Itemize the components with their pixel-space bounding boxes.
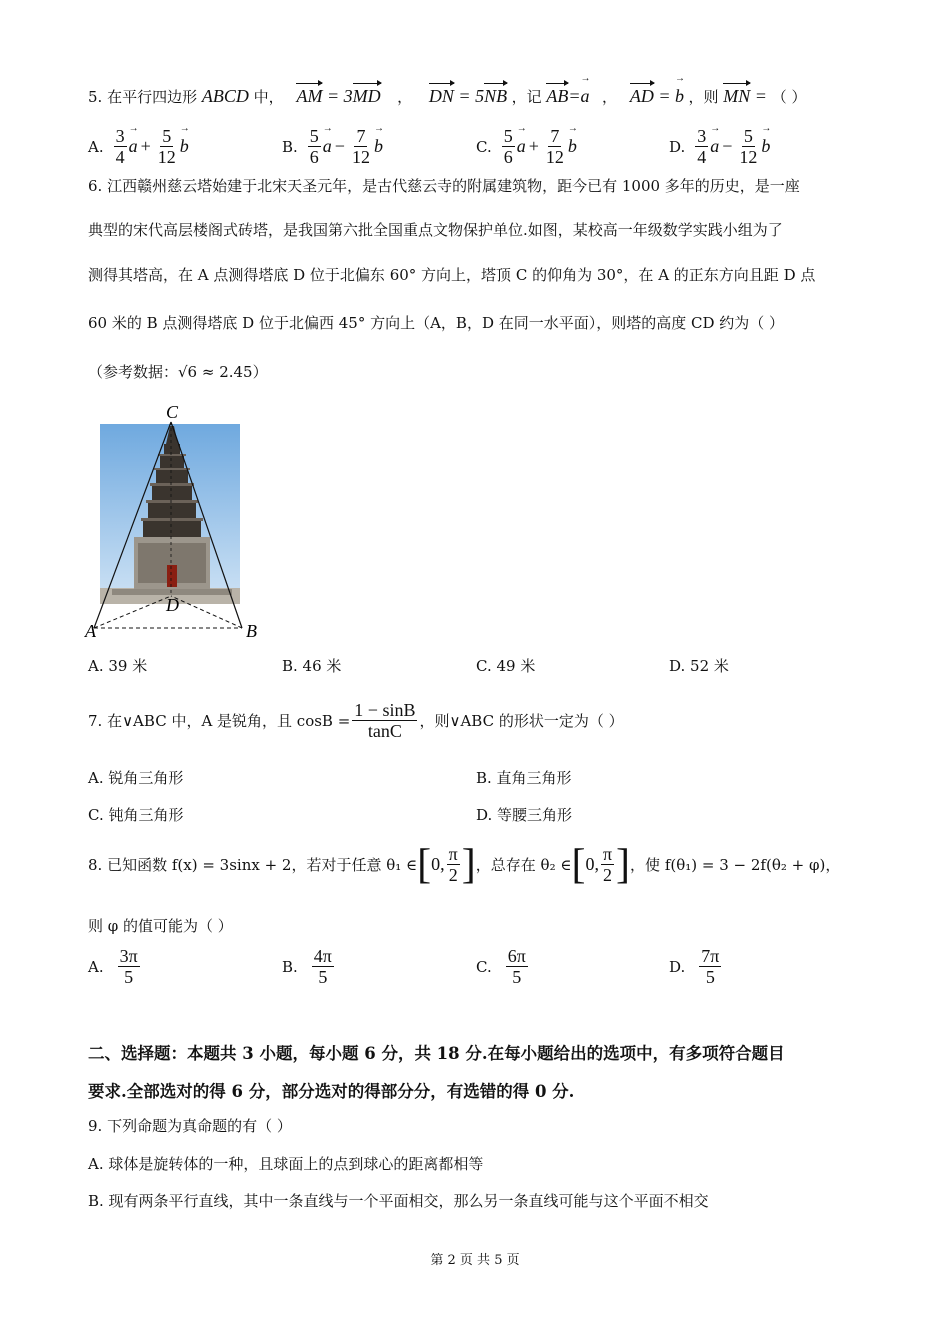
q5-mn: MN = [723, 86, 767, 106]
label-D: D [166, 595, 179, 615]
q6-option-d: D. 52 米 [669, 657, 729, 675]
q8-option-b: B. $\frac{4\pi}{5}$ [282, 946, 332, 987]
q5-eq4: AD = b → [630, 86, 689, 106]
q5-option-a: A. $\frac{3}{4}$ a → + $\frac{5}{12}$ b → [88, 126, 189, 167]
label-A: A [85, 621, 96, 641]
q6-reference: （参考数据：√6 ≈ 2.45） [88, 363, 268, 381]
page-footer: 第 2 页 共 5 页 [430, 1253, 520, 1268]
section2-heading-line1: 二、选择题：本题共 3 小题，每小题 6 分，共 18 分.在每小题给出的选项中，有多项符合题目 [88, 1044, 785, 1063]
q5-option-c: C. $\frac{5}{6}$ a → + $\frac{7}{12}$ b → [476, 126, 577, 167]
q7-option-a: A. 锐角三角形 [88, 769, 184, 787]
q6-line4: 60 米的 B 点测得塔底 D 位于北偏西 45° 方向上（A，B，D 在同一水平面），则塔的高度 CD 约为（ ） [88, 314, 785, 332]
q6-line2: 典型的宋代高层楼阁式砖塔，是我国第六批全国重点文物保护单位.如图，某校高一年级数学实践小组为了 [88, 221, 783, 239]
pagoda-door [167, 565, 177, 587]
q5-option-d: D. $\frac{3}{4}$ a → − $\frac{5}{12}$ b → [669, 126, 770, 167]
q5-stem: 5. 在平行四边形 ABCD 中， AM = 3MD ， DN = 5NB ，记 AB=a → ， AD = b → ，则 MN = （ ） [88, 86, 807, 107]
q5-eq3: AB=a → [546, 86, 594, 106]
q9-stem: 9. 下列命题为真命题的有（ ） [88, 1117, 292, 1135]
q5-option-b: B. $\frac{5}{6}$ a → − $\frac{7}{12}$ b → [282, 126, 383, 167]
q8-line2: 则 φ 的值可能为（ ） [88, 917, 233, 935]
q7-option-b: B. 直角三角形 [476, 769, 572, 787]
q8-option-d: D. $\frac{7\pi}{5}$ [669, 946, 720, 987]
q9-option-a: A. 球体是旋转体的一种，且球面上的点到球心的距离都相等 [88, 1155, 484, 1173]
label-C: C [166, 402, 179, 422]
q7-fraction: $\frac{1 - \sin B}{\tan C}$ [354, 700, 416, 741]
q6-line3: 测得其塔高，在 A 点测得塔底 D 位于北偏东 60° 方向上，塔顶 C 的仰角为 30°，在 A 的正东方向且距 D 点 [88, 266, 816, 284]
q7-stem: 7. 在∨ABC 中，A 是锐角，且 cosB = $\frac{1 - \sin B}{\tan C}$ ，则∨ABC 的形状一定为（ ） [88, 700, 624, 741]
q8-option-a: A. $\frac{3\pi}{5}$ [88, 946, 138, 987]
q6-option-c: C. 49 米 [476, 657, 536, 675]
q6-option-a: A. 39 米 [88, 657, 148, 675]
q8-option-c: C. $\frac{6\pi}{5}$ [476, 946, 526, 987]
q5-eq1: AM = 3MD [296, 86, 381, 106]
q7-option-d: D. 等腰三角形 [476, 806, 573, 824]
q5-eq2: DN = 5NB [428, 86, 508, 106]
q6-option-b: B. 46 米 [282, 657, 342, 675]
label-B: B [246, 621, 257, 641]
pagoda-figure [82, 400, 272, 645]
q8-stem: 8. 已知函数 f(x) = 3sinx + 2，若对于任意 θ₁ ∈ [ 0, $\frac{\pi}{2}$ ] ，总存在 θ₂ ∈ [ 0, $\frac{\pi}{2}$ ] ，使 f(θ₁) = 3 − 2f(θ₂ + φ)， [88, 841, 841, 888]
q6-line1: 6. 江西赣州慈云塔始建于北宋天圣元年，是古代慈云寺的附属建筑物，距今已有 1000 多年的历史，是一座 [88, 177, 800, 195]
q7-option-c: C. 钝角三角形 [88, 806, 184, 824]
section2-heading-line2: 要求.全部选对的得 6 分，部分选对的得部分分，有选错的得 0 分. [88, 1082, 575, 1101]
q9-option-b: B. 现有两条平行直线，其中一条直线与一个平面相交，那么另一条直线可能与这个平面不相交 [88, 1192, 709, 1210]
